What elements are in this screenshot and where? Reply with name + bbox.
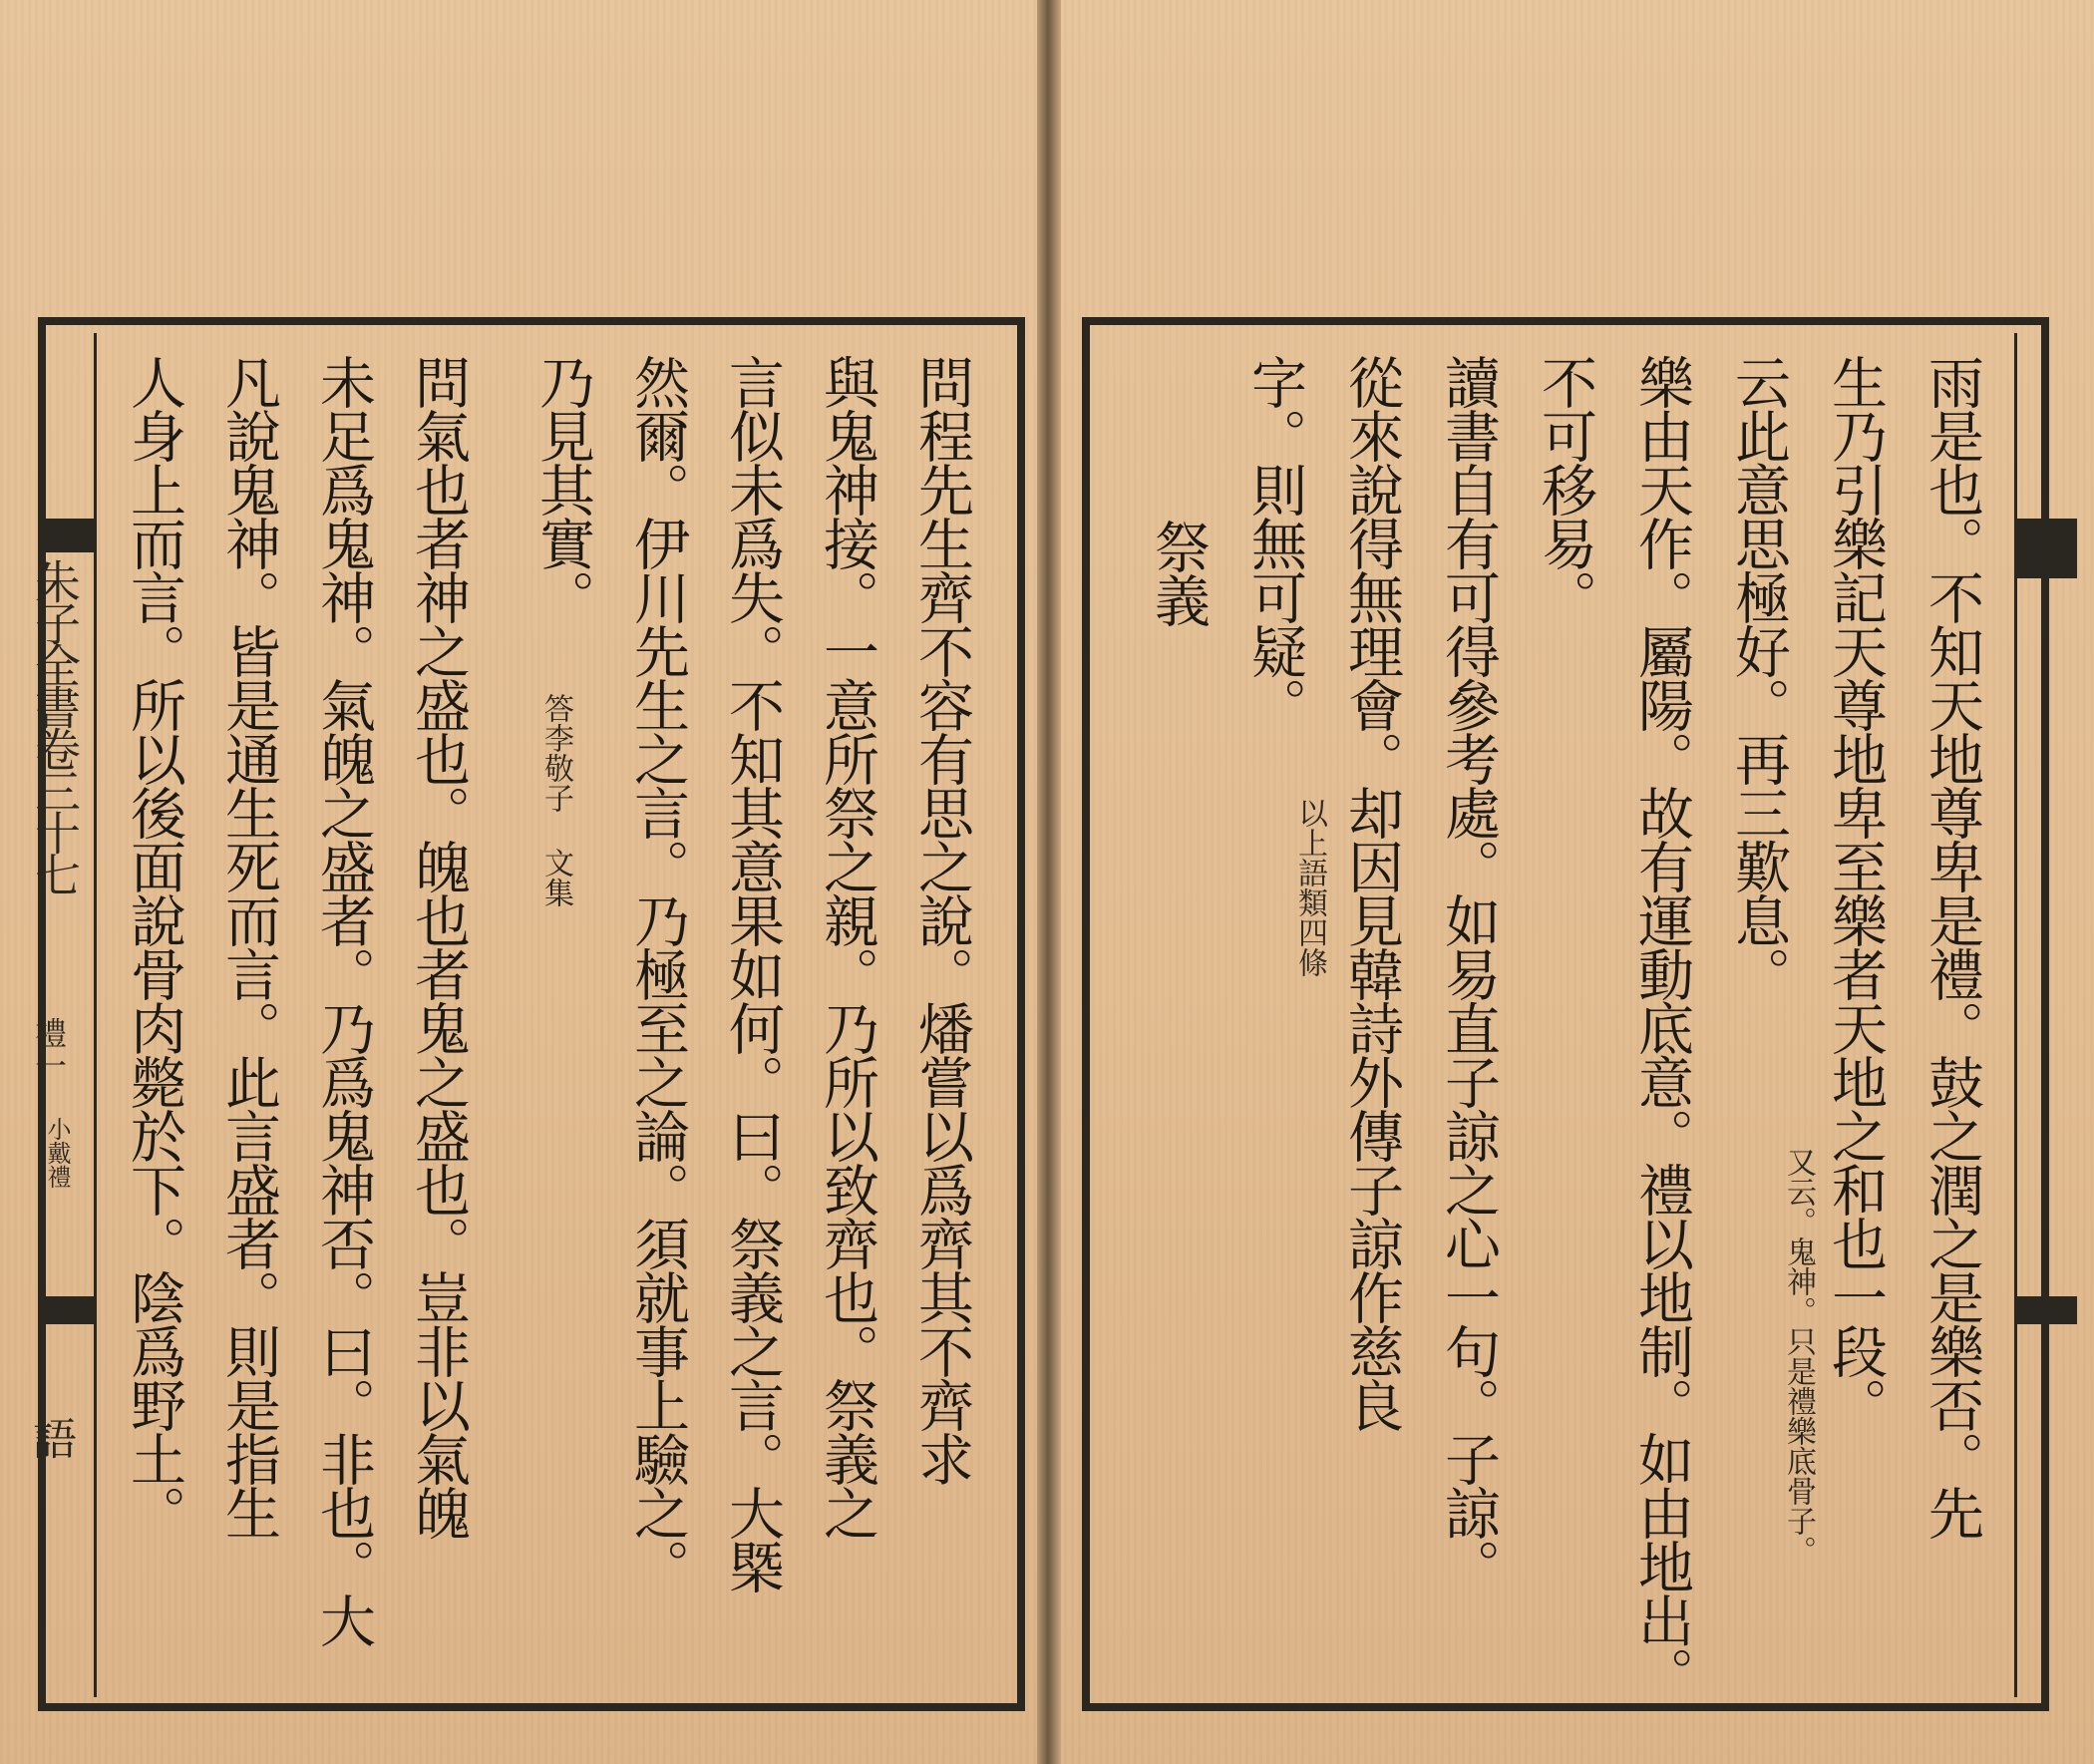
book-gutter [1037,0,1061,1764]
upper-fishtail [38,519,94,552]
block-heart-chapter: 禮一 [30,1017,68,1081]
left-annotation: 答李敬子 文集 [538,693,573,907]
right-annotation: 又云。鬼神。只是禮樂底骨子。 [1781,1147,1816,1566]
right-text-column: 字。則無可疑。 [1242,354,1307,731]
left-text-column: 人身上而言。所以後面說骨肉斃於下。陰爲野土。 [122,354,186,1539]
left-text-column: 問氣也者神之盛也。魄也者鬼之盛也。豈非以氣魄 [406,354,471,1539]
left-page-inner-rule [94,333,97,1697]
right-text-column: 雨是也。不知天地尊卑是禮。鼓之潤之是樂否。先 [1920,354,1984,1539]
right-text-column: 讀書自有可得參考處。如易直子諒之心一句。子諒。 [1436,354,1501,1592]
left-text-column: 未足爲鬼神。氣魄之盛者。乃爲鬼神否。曰。非也。大 [311,354,376,1646]
left-text-column: 凡說鬼神。皆是通生死而言。此言盛者。則是指生 [216,354,281,1539]
right-text-column: 從來說得無理會。却因見韓詩外傳子諒作慈良 [1339,354,1404,1431]
right-upper-fishtail [2017,519,2077,578]
right-text-column: 生乃引樂記天尊地卑至樂者天地之和也一段。 [1823,354,1888,1431]
block-heart-title: 朱子全書卷三十七 [28,558,82,893]
left-text-column: 與鬼神接。一意所祭之親。乃所以致齊也。祭義之 [815,354,879,1539]
left-text-column: 然爾。伊川先生之言。乃極至之論。須就事上驗之。 [625,354,690,1592]
right-text-column: 祭義 [1146,519,1211,626]
block-heart-section: 小戴禮 [43,1117,71,1189]
left-text-column: 言似未爲失。不知其意果如何。曰。祭義之言。大槩 [720,354,785,1592]
block-heart-page-marker: 語 [25,1416,76,1460]
right-text-column: 不可移易。 [1533,354,1597,623]
left-text-column: 問程先生齊不容有思之說。燔嘗以爲齊其不齊求 [909,354,974,1485]
right-text-column: 樂由天作。屬陽。故有運動底意。禮以地制。如由地出。 [1629,354,1694,1700]
right-text-column: 云此意思極好。再三歎息。 [1726,354,1791,1000]
right-annotation: 以上語類四條 [1292,798,1327,977]
lower-fishtail [38,1296,94,1324]
left-text-column: 乃見其實。 [530,354,595,623]
right-lower-fishtail [2017,1296,2077,1324]
